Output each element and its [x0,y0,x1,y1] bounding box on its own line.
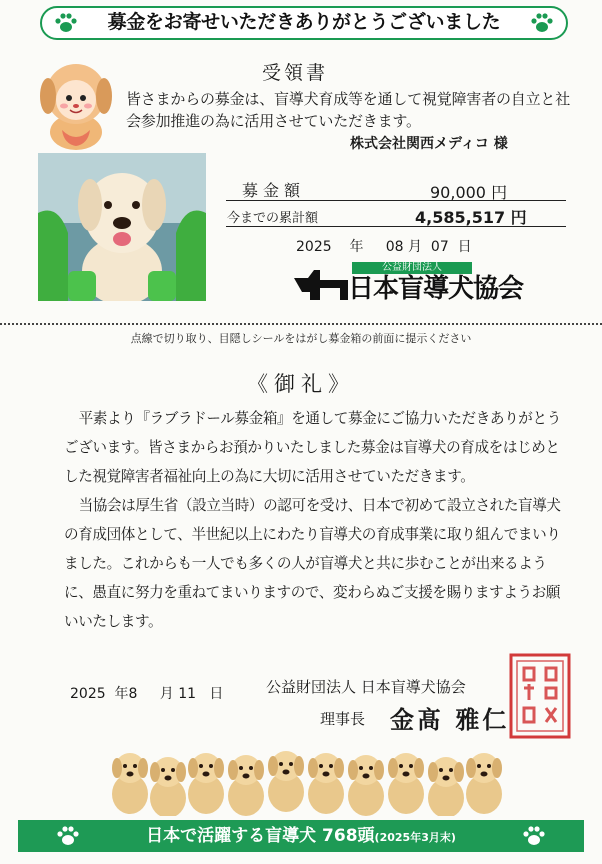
mascot-icon [32,54,120,150]
thanks-title: 《御礼》 [247,372,355,396]
cut-instructions: 点線で切り取り、目隠しシールをはがし募金箱の前面に提示ください [130,332,472,345]
recipient-name: 株式会社関西メディコ 様 [350,136,508,152]
cumulative-underline [226,226,566,227]
receipt-month-unit: 月 [408,239,422,255]
signature-organization: 公益財団法人 日本盲導犬協会 [266,678,466,696]
signature-month: 8 [128,686,138,702]
signature-date [70,683,223,703]
puppies-photo [110,740,510,816]
thanks-body [64,404,564,636]
logo-name: 日本盲導犬協会 [348,274,524,304]
donation-underline [226,200,566,201]
signature-year: 2025 [70,686,106,702]
dog-photo [38,153,206,301]
receipt-day-unit: 日 [457,239,472,255]
receipt-date [296,236,472,256]
signature-day-unit: 日 [209,686,224,702]
cumulative-amount: 4,585,517 円 [415,208,527,227]
cut-line [0,323,602,325]
logo-mark-icon [292,268,352,302]
donation-label: 募金額 [242,181,306,200]
receipt-month: 08 [385,239,404,255]
donation-amount: 90,000 円 [430,183,508,202]
receipt-year-unit: 年 [349,239,364,255]
receipt-year: 2025 [296,239,332,255]
org-logo [292,262,532,304]
cumulative-label: 今までの累計額 [227,211,319,226]
footer-text [18,820,584,854]
banner-title: 募金をお寄せいただきありがとうございました [107,11,501,33]
top-banner [40,6,568,40]
signature-name: 金髙 雅仁 [390,705,510,734]
thanks-paragraph-2: 当協会は厚生省（設立当時）の認可を受け、日本で初めて設立された盲導犬の育成団体として、半世紀以上にわたり盲導犬の育成事業に取り組んでまいりました。これからも一人でも多くの人が盲導犬と共に歩むことが出来るように、愚直に努力を重ねてまいりますので、変わらぬご支援を賜りますようお願いいたします。 [64,497,561,630]
seal-stamp [508,652,572,740]
receipt-message: 皆さまからの募金は、盲導犬育成等を通して視覚障害者の自立と社会参加推進の為に活用させていただきます。 [126,90,571,130]
footer-note: (2025年3月末) [374,831,456,844]
paw-icon [530,12,554,34]
receipt-day: 07 [430,239,449,255]
signature-year-unit: 年 [114,686,129,702]
footer-bar [18,820,584,852]
logo-subtitle: 公益財団法人 [352,262,472,274]
thanks-paragraph-1: 平素より『ラブラドール募金箱』を通して募金にご協力いただきありがとうございます。皆さまからお預かりいたしました募金は盲導犬の育成をはじめとした視覚障害者福祉向上の為に大切に活用させていただきます。 [64,410,561,485]
paw-icon [522,825,546,847]
signature-title: 理事長 [320,710,366,728]
signature-month-unit: 月 [159,686,174,702]
receipt-title: 受領書 [262,62,329,84]
paw-icon [54,12,78,34]
signature-day: 11 [178,686,197,702]
footer-label: 日本で活躍する盲導犬 [146,826,317,846]
footer-count: 768頭 [322,826,375,846]
